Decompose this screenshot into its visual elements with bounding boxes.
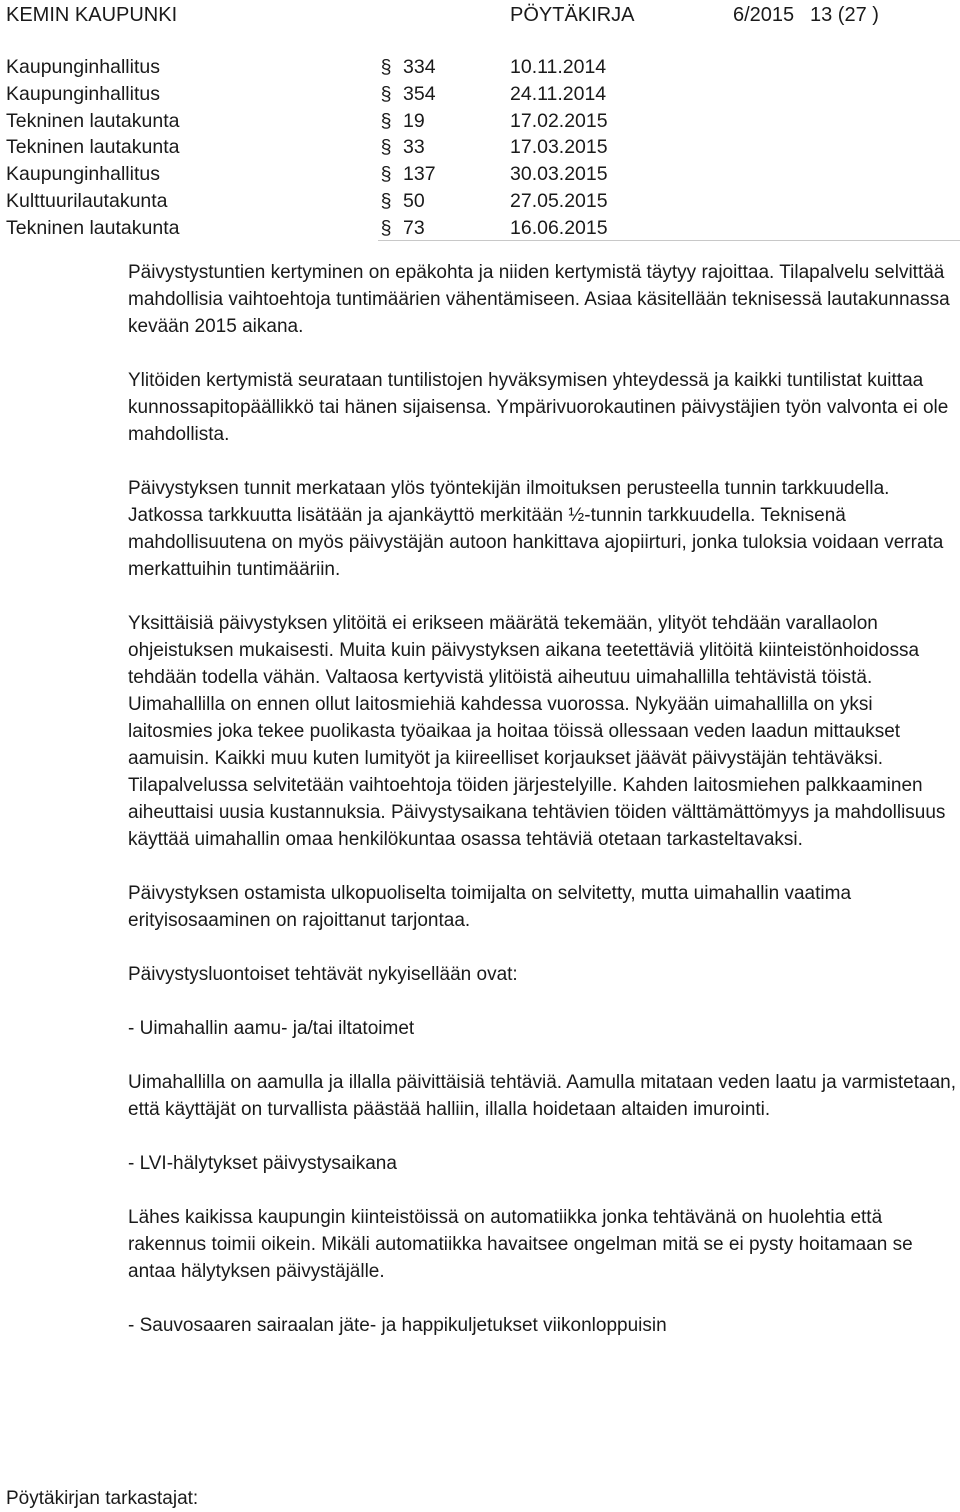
list-item: - LVI-hälytykset päivystysaikana: [128, 1153, 397, 1174]
history-row: [0, 161, 960, 188]
paragraph: Päivystyksen tunnit merkataan ylös työntekijän ilmoituksen perusteella tunnin tarkkuudella. Jatkossa tarkkuutta lisätään ja ajankäyttö merkitään ½-tunnin tarkkuudella. Teknisenä mahdollisuutena on myös päivystäjän autoon hankittava ajopiirturi, jonka tuloksia voidaan verrata merkattuihin tuntimääriin.: [128, 478, 944, 580]
section-symbol: §: [380, 56, 392, 78]
reviewers-label: Pöytäkirjan tarkastajat:: [6, 1488, 199, 1509]
list-item: - Uimahallin aamu- ja/tai iltatoimet: [128, 1018, 415, 1039]
history-section: 334: [403, 56, 436, 78]
history-section: 19: [403, 109, 425, 132]
history-section: 33: [403, 136, 425, 159]
paragraph: Päivystyksen ostamista ulkopuoliselta toimijalta on selvitetty, mutta uimahallin vaatima erityisosaaminen on rajoittanut tarjontaa.: [128, 883, 852, 931]
section-symbol: §: [380, 189, 392, 212]
history-date: 27.05.2015: [510, 189, 608, 212]
history-date: 10.11.2014: [510, 56, 607, 78]
history-row: [0, 188, 960, 215]
history-row: [0, 215, 960, 242]
page-number: 13 (27 ): [810, 4, 879, 26]
history-divider: [378, 240, 960, 241]
history-date: 24.11.2014: [510, 82, 607, 105]
paragraph: Uimahallilla on aamulla ja illalla päivittäisiä tehtäviä. Aamulla mitataan veden laatu ja varmistetaan, että käyttäjät on turvallista päästää halliin, illalla hoidetaan altaiden imurointi.: [128, 1072, 956, 1120]
history-body: Tekninen lautakunta: [6, 216, 180, 239]
history-section: 137: [403, 163, 436, 186]
history-row: [0, 81, 960, 108]
history-date: 16.06.2015: [510, 216, 608, 239]
history-date: 17.03.2015: [510, 136, 608, 159]
organization-name: KEMIN KAUPUNKI: [6, 4, 178, 26]
document-type: PÖYTÄKIRJA: [510, 4, 635, 26]
paragraph: Yksittäisiä päivystyksen ylitöitä ei erikseen määrätä tekemään, ylityöt tehdään varallaolon ohjeistuksen mukaisesti. Muita kuin päivystyksen aikana teetettäviä ylitöitä kiinteistönhoidossa tehdään todella vähän. Valtaosa kertyvistä ylitöistä aiheutuu uimahallilla tehtävistä töistä. Uimahallilla on ennen ollut laitosmiehiä kahdessa vuorossa. Nykyään uimahallilla on yksi laitosmies joka tekee puolikasta työaikaa ja hoitaa töissä ollessaan veden laadun mittaukset aamuisin. Kaikki muu kuten lumityöt ja kiireelliset korjaukset jäävät päivystäjän tehtäväksi. Tilapalvelussa selvitetään vaihtoehtoja töiden järjestelyille. Kahden laitosmiehen palkkaaminen aiheuttaisi uusia kustannuksia. Päivystysaikana tehtävien töiden välttämättömyys ja mahdollisuus käyttää uimahallin omaa henkilökuntaa osassa tehtäviä otetaan tarkasteltavaksi.: [128, 613, 946, 850]
history-body: Tekninen lautakunta: [6, 136, 180, 159]
document-number: 6/2015: [733, 4, 795, 26]
paragraph: Päivystystuntien kertyminen on epäkohta ja niiden kertymistä täytyy rajoittaa. Tilapalvelu selvittää mahdollisia vaihtoehtoja tuntimäärien vähentämiseen. Asiaa käsitellään teknisessä lautakunnassa kevään 2015 aikana.: [128, 262, 950, 337]
history-body: Kaupunginhallitus: [6, 163, 160, 186]
history-row: [0, 54, 960, 81]
history-body: Kaupunginhallitus: [6, 56, 160, 78]
history-section: 50: [403, 189, 425, 212]
section-symbol: §: [380, 109, 392, 132]
section-symbol: §: [380, 163, 392, 186]
section-symbol: §: [380, 82, 392, 105]
history-row: [0, 134, 960, 161]
history-date: 30.03.2015: [510, 163, 608, 186]
page-header: [0, 0, 960, 28]
paragraph: Ylitöiden kertymistä seurataan tuntilistojen hyväksymisen yhteydessä ja kaikki tuntilistat kuittaa kunnossapitopäällikkö tai hänen sijaisensa. Ympärivuorokautinen päivystäjien työn valvonta ei ole mahdollista.: [128, 370, 949, 445]
history-section: 354: [403, 82, 436, 105]
list-item: - Sauvosaaren sairaalan jäte- ja happikuljetukset viikonloppuisin: [128, 1315, 667, 1336]
history-row: [0, 108, 960, 135]
paragraph: Lähes kaikissa kaupungin kiinteistöissä on automatiikka jonka tehtävänä on huolehtia että rakennus toimii oikein. Mikäli automatiikka havaitsee ongelman mitä se ei pysty hoitamaan se antaa hälytyksen päivystäjälle.: [128, 1207, 913, 1282]
history-body: Kaupunginhallitus: [6, 82, 160, 105]
paragraph: Päivystysluontoiset tehtävät nykyisellään ovat:: [128, 964, 518, 985]
history-body: Kulttuurilautakunta: [6, 189, 168, 212]
history-body: Tekninen lautakunta: [6, 109, 180, 132]
minutes-body: [128, 259, 956, 1366]
decision-history: [0, 54, 960, 242]
history-date: 17.02.2015: [510, 109, 608, 132]
section-symbol: §: [380, 216, 392, 239]
history-section: 73: [403, 216, 425, 239]
section-symbol: §: [380, 136, 392, 159]
